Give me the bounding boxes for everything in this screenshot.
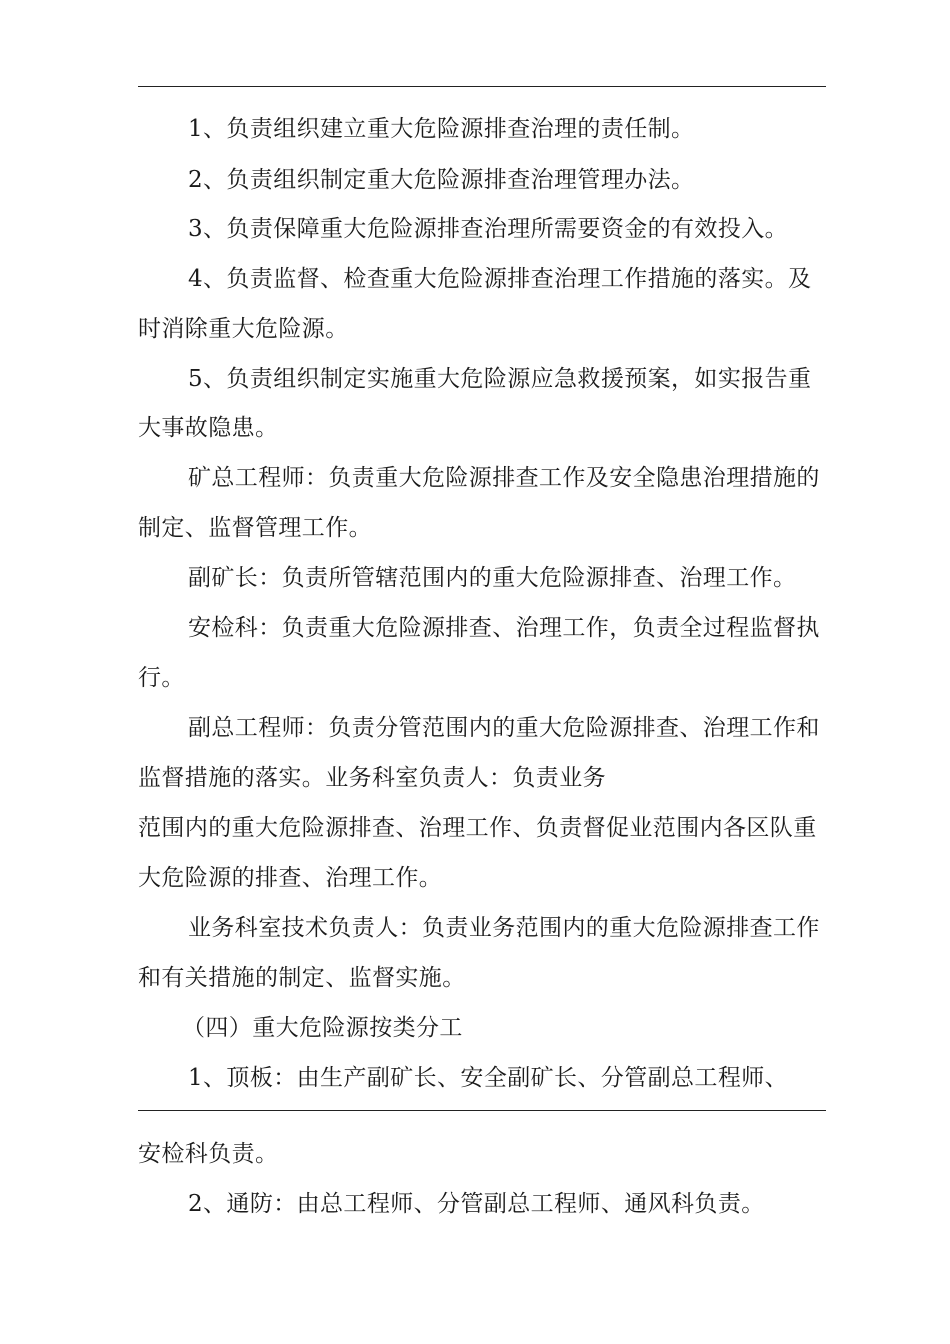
text-line: 大危险源的排查、治理工作。 [138, 865, 443, 891]
text-line: 行。 [138, 665, 185, 691]
text-line: 4、负责监督、检查重大危险源排查治理工作措施的落实。及 [188, 266, 812, 292]
text-line: 业务科室技术负责人：负责业务范围内的重大危险源排查工作 [188, 915, 820, 941]
section-heading: （四）重大危险源按类分工 [182, 1015, 463, 1041]
text-line: 矿总工程师：负责重大危险源排查工作及安全隐患治理措施的 [188, 465, 820, 491]
page-break-rule [138, 1110, 826, 1111]
text-line: 大事故隐患。 [138, 415, 279, 441]
text-line: 监督措施的落实。业务科室负责人：负责业务 [138, 765, 606, 791]
text-line: 2、负责组织制定重大危险源排查治理管理办法。 [188, 167, 695, 193]
text-line: 时消除重大危险源。 [138, 316, 349, 342]
text-line: 和有关措施的制定、监督实施。 [138, 965, 466, 991]
text-line: 安检科：负责重大危险源排查、治理工作，负责全过程监督执 [188, 615, 820, 641]
text-line: 副总工程师：负责分管范围内的重大危险源排查、治理工作和 [188, 715, 820, 741]
text-line: 3、负责保障重大危险源排查治理所需要资金的有效投入。 [188, 216, 789, 242]
text-line: 范围内的重大危险源排查、治理工作、负责督促业范围内各区队重 [138, 815, 817, 841]
text-line: 1、负责组织建立重大危险源排查治理的责任制。 [188, 116, 695, 142]
text-line: 2、通防：由总工程师、分管副总工程师、通风科负责。 [188, 1191, 765, 1217]
top-rule [138, 86, 826, 87]
text-line: 1、顶板：由生产副矿长、安全副矿长、分管副总工程师、 [188, 1065, 789, 1091]
text-line: 5、负责组织制定实施重大危险源应急救援预案，如实报告重 [188, 366, 812, 392]
text-line: 副矿长：负责所管辖范围内的重大危险源排查、治理工作。 [188, 565, 797, 591]
text-line: 安检科负责。 [138, 1141, 279, 1167]
text-line: 制定、监督管理工作。 [138, 515, 372, 541]
